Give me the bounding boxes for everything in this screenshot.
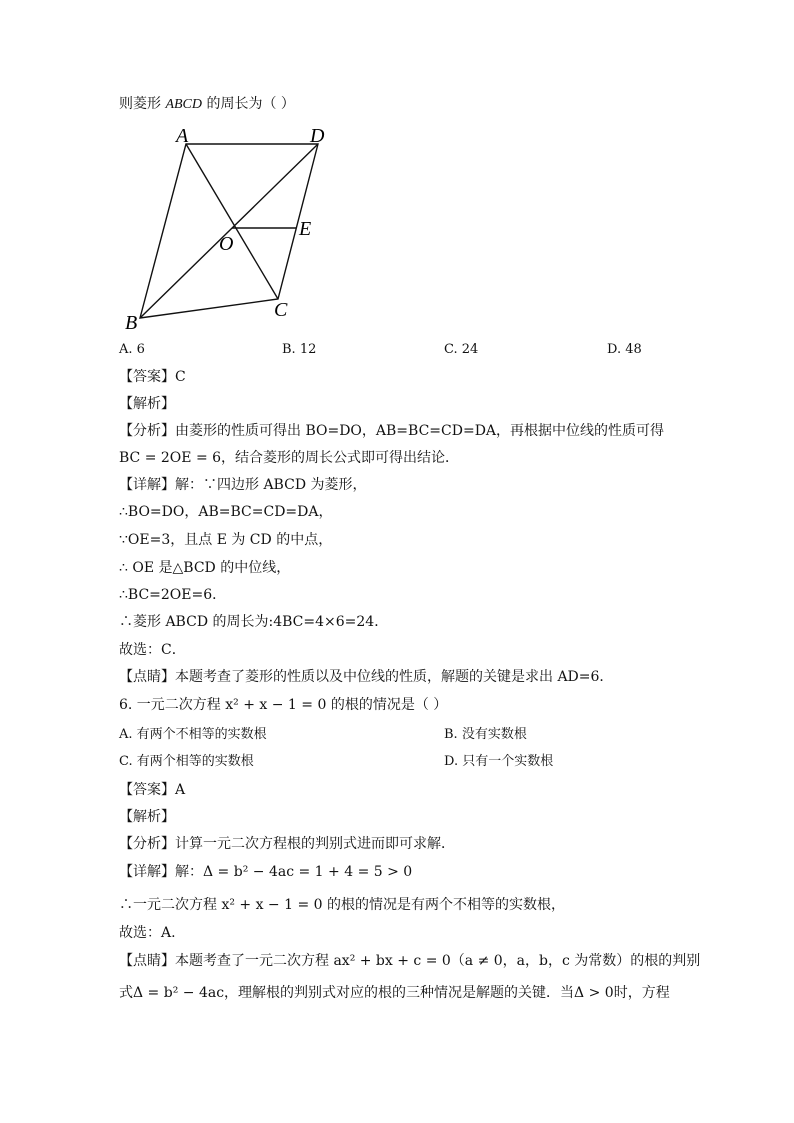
q6-dianjing-line-1: 【点睛】本题考查了一元二次方程 ax² + bx + c = 0（a ≠ 0，a，b，c 为常数）的根的判别	[119, 953, 701, 969]
q5-option-d: D. 48	[607, 342, 642, 357]
q6-option-c: C. 有两个相等的实数根	[119, 754, 254, 769]
q5-detail-line-7: 故选：C．	[119, 642, 186, 658]
q5-detail-line-3: ∵OE=3，且点 E 为 CD 的中点，	[119, 532, 333, 548]
q5-answer: 【答案】C	[119, 369, 186, 385]
label-b: B	[125, 312, 138, 334]
diagonal-ac	[186, 144, 278, 299]
q6-detail-line-2: ∴一元二次方程 x² + x − 1 = 0 的根的情况是有两个不相等的实数根，	[119, 897, 566, 913]
q6-stem: 6. 一元二次方程 x² + x − 1 = 0 的根的情况是（ ）	[119, 697, 448, 713]
label-c: C	[274, 299, 288, 321]
q5-dianjing: 【点睛】本题考查了菱形的性质以及中位线的性质，解题的关键是求出 AD=6．	[119, 669, 614, 685]
q6-option-b: B. 没有实数根	[444, 727, 527, 742]
q6-option-a: A. 有两个不相等的实数根	[119, 727, 267, 742]
q5-stem: 则菱形 ABCD 的周长为（ ）	[119, 96, 295, 112]
q5-detail-line-5: ∴BC=2OE=6．	[119, 587, 227, 603]
q5-option-a: A. 6	[119, 342, 145, 357]
diagonal-bd	[140, 144, 318, 318]
label-o: O	[219, 233, 234, 255]
q5-option-c: C. 24	[444, 342, 479, 357]
q5-detail-line-6: ∴菱形 ABCD 的周长为:4BC=4×6=24．	[119, 614, 389, 630]
q5-analysis-title: 【解析】	[119, 396, 175, 412]
q6-fenxi: 【分析】计算一元二次方程根的判别式进而即可求解．	[119, 836, 455, 852]
q5-stem-var: ABCD	[165, 97, 203, 112]
q5-option-b: B. 12	[282, 342, 317, 357]
label-d: D	[310, 125, 325, 147]
rhombus-figure	[118, 120, 338, 340]
q6-option-d: D. 只有一个实数根	[444, 754, 554, 769]
q5-detail-line-1: 【详解】解：∵四边形 ABCD 为菱形，	[119, 477, 367, 493]
q5-detail-line-2: ∴BO=DO，AB=BC=CD=DA，	[119, 504, 333, 520]
label-a: A	[176, 125, 189, 147]
q6-detail-line-1: 【详解】解：Δ = b² − 4ac = 1 + 4 = 5 > 0	[119, 864, 413, 880]
q6-dianjing-line-2: 式Δ = b² − 4ac，理解根的判别式对应的根的三种情况是解题的关键．当Δ > 0时，方程	[119, 985, 670, 1001]
q5-detail-line-4: ∴ OE 是△BCD 的中位线，	[119, 560, 291, 576]
q6-choose: 故选：A.	[119, 925, 176, 941]
q5-fenxi-line-1: 【分析】由菱形的性质可得出 BO=DO，AB=BC=CD=DA，再根据中位线的性质可得	[119, 423, 665, 439]
q6-answer: 【答案】A	[119, 782, 186, 798]
q5-fenxi-line-2: BC = 2OE = 6，结合菱形的周长公式即可得出结论．	[119, 450, 460, 466]
q6-analysis-title: 【解析】	[119, 809, 175, 825]
label-e: E	[299, 218, 312, 240]
